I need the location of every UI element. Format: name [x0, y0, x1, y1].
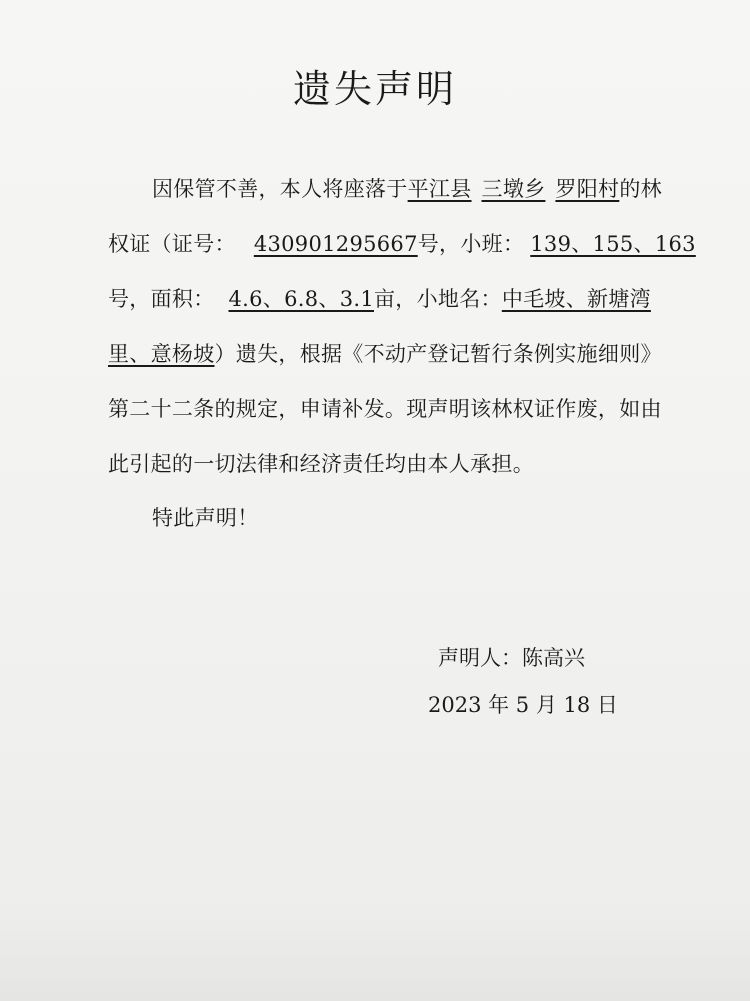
declarant-signature: 声明人：陈高兴	[438, 646, 585, 670]
text-area-label: 号，面积：	[108, 287, 215, 311]
sub-lot-numbers: 139、155、163	[530, 232, 696, 256]
place-names-part-2: 里、意杨坡	[108, 342, 215, 366]
county-name: 平江县	[407, 177, 472, 201]
township-name: 三墩乡	[481, 177, 546, 201]
area-values: 4.6、6.8、3.1	[228, 287, 374, 311]
location-underlined	[408, 177, 620, 201]
body-line-6	[108, 449, 534, 479]
text-intro: 因保管不善，本人将座落于	[152, 177, 408, 201]
text-cert-label: 权证（证号：	[108, 232, 236, 256]
text-sublot-label: 号，小班：	[417, 232, 525, 256]
text-place-label: 亩，小地名：	[374, 287, 502, 311]
text-liability: 此引起的一切法律和经济责任均由本人承担。	[108, 452, 534, 476]
body-line-3	[108, 284, 651, 314]
certificate-number: 430901295667	[253, 232, 418, 256]
body-line-4	[108, 339, 662, 369]
closing-statement: 特此声明！	[152, 506, 259, 530]
document-title: 遗失声明	[292, 67, 457, 111]
declaration-date: 2023 年 5 月 18 日	[428, 693, 618, 717]
text-forest: 的林	[619, 177, 662, 201]
paper-shadow	[0, 911, 750, 1001]
place-names-part-1: 中毛坡、新塘湾	[501, 287, 651, 311]
body-line-2	[108, 229, 696, 259]
village-name: 罗阳村	[555, 177, 620, 201]
body-line-1	[152, 174, 662, 204]
text-lost-regulation: ）遗失，根据《不动产登记暂行条例实施细则》	[214, 342, 662, 366]
text-article: 第二十二条的规定，申请补发。现声明该林权证作废，如由	[108, 397, 662, 421]
body-line-5	[108, 394, 662, 424]
